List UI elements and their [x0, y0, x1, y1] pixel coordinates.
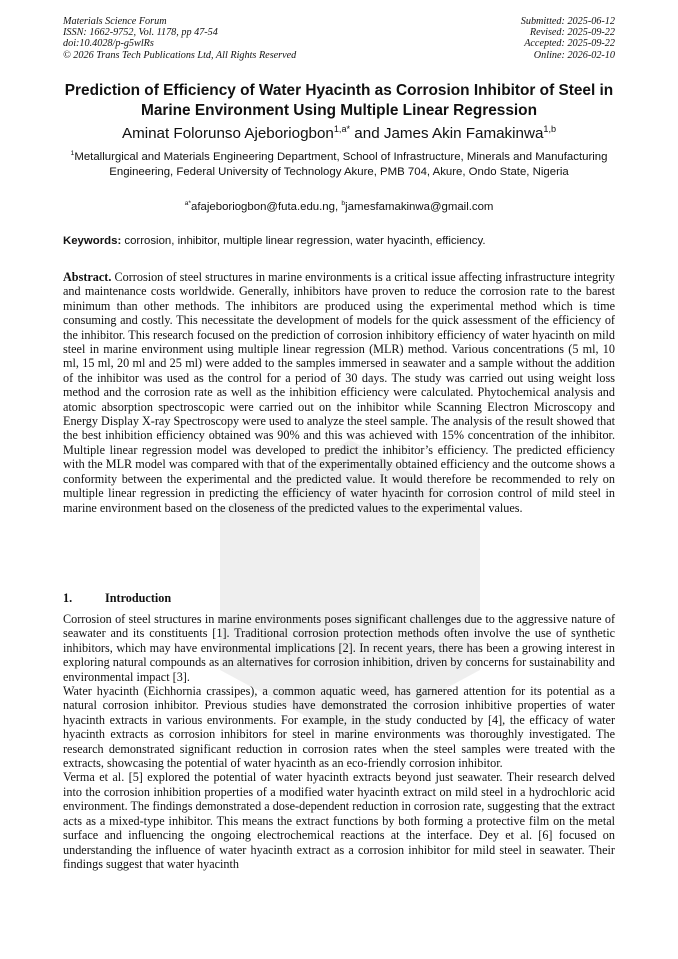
keywords [63, 234, 615, 248]
journal-issn: ISSN: 1662-9752, Vol. 1178, pp 47-54 [63, 27, 218, 39]
section-title: Introduction [105, 591, 172, 605]
author-name: James Akin Famakinwa [383, 125, 544, 142]
email-superscript: b [341, 200, 346, 208]
abstract [63, 270, 615, 515]
author-conjunction: and [350, 125, 384, 142]
date-revised: Revised: 2025-09-22 [529, 27, 615, 39]
email-link[interactable]: afajeboriogbon@futa.edu.ng [191, 201, 335, 213]
article-dates [521, 16, 615, 61]
email-superscript: a* [184, 200, 192, 208]
abstract-text: Corrosion of steel structures in marine environments is a critical issue affecting infrastructure integrity and maintenance costs worldwide. Generally, inhibitors have proven to reduce the corrosion rate to the barest minimum than other methods. The inhibitors are produced using the experimental method which is time consuming and costly. This necessitate the development of models for the quick assessment of the efficiency of the inhibitor. This research focused on the prediction of corrosion inhibitory efficiency of water hyacinth on mild steel in marine environment using multiple linear regression (MLR) method. Various concentrations (5 ml, 10 ml, 15 ml, 20 ml and 25 ml) were added to the samples immersed in seawater and a sample without the addition of the inhibitor was used as the control for a period of 30 days. The study was carried out using weight loss method and the corrosion rate as well as the inhibition efficiency were calculated. Phytochemical analysis and atomic absorption spectroscopic were carried out on the inhibitor while Scanning Electron Microscopy and Energy Display X-ray Spectroscopy were used to analyze the steel sample. The analysis of the result showed that the best inhibition efficiency obtained was 90% and this was achieved with 15% concentration of the inhibitor. Multiple linear regression model was developed to predict the inhibitor’s efficiency. The predicted efficiency with the MLR model was compared with that of the experimentally obtained efficiency and the outcome shows a conformity between the experimental and the predicted value. It would therefore be recommended to rely on multiple linear regression in predicting the efficiency of water hyacinth for corrosion control of mild steel in marine environment based on the closeness of the predicted values to the experimental values. [63, 270, 615, 515]
body-paragraph: Water hyacinth (Eichhornia crassipes), a common aquatic weed, has garnered attention for its potential as a natural corrosion inhibitor. Previous studies have demonstrated the corrosion inhibitive properties of water hyacinth extracts in various environments. For example, in the study conducted by [4], the efficacy of water hyacinth extracts as corrosion inhibitors for steel in marine environments was thoroughly investigated. The research demonstrated significant reduction in corrosion rates when the steel samples were treated with the extracts, showcasing the potential of water hyacinth as an eco-friendly corrosion inhibitor. [63, 684, 615, 771]
author-superscript: 1,b [543, 123, 557, 134]
copyright: © 2026 Trans Tech Publications Ltd, All Rights Reserved [63, 49, 297, 61]
journal-info [63, 16, 296, 61]
author-emails [63, 200, 615, 214]
body-paragraph: Corrosion of steel structures in marine environments poses significant challenges due to the aggressive nature of seawater and its constituents [1]. Traditional corrosion protection methods often involve the use of synthetic inhibitors, which may have environmental implications [2]. In recent years, there has been a growing interest in exploring natural compounds as an alternatives for corrosion inhibition, driven by concerns for sustainability and environmental impact [3]. [63, 612, 615, 684]
affiliation-superscript: 1 [70, 150, 75, 158]
author-superscript: 1,a* [333, 123, 351, 134]
author-list [63, 124, 615, 143]
date-accepted: Accepted: 2025-09-22 [524, 38, 615, 50]
email-link[interactable]: jamesfamakinwa@gmail.com [345, 201, 494, 213]
article-doi: doi:10.4028/p-g5wlRs [63, 38, 154, 50]
date-submitted: Submitted: 2025-06-12 [520, 16, 615, 27]
keywords-text: corrosion, inhibitor, multiple linear regression, water hyacinth, efficiency. [121, 235, 486, 247]
introduction-body [63, 612, 615, 871]
paper-title: Prediction of Efficiency of Water Hyacinth as Corrosion Inhibitor of Steel in Marine Environment Using Multiple Linear Regression [64, 82, 614, 119]
affiliation-text: Metallurgical and Materials Engineering Department, School of Infrastructure, Minerals and Manufacturing Engineering, Federal University of Technology Akure, PMB 704, Akure, Ondo State, Nigeria [74, 151, 608, 178]
author-name: Aminat Folorunso Ajeboriogbon [121, 125, 334, 142]
email-separator: , [334, 201, 342, 213]
keywords-label: Keywords: [63, 235, 122, 247]
section-number: 1. [63, 591, 73, 605]
affiliation [63, 150, 615, 180]
date-online: Online: 2026-02-10 [533, 49, 615, 61]
body-paragraph: Verma et al. [5] explored the potential of water hyacinth extracts beyond just seawater. Their research delved into the corrosion inhibition properties of a modified water hyacinth extract on mild steel in a hydrochloric acid environment. The findings demonstrated a dose-dependent reduction in corrosion rate, suggesting that the extract acts as a mixed-type inhibitor. This means the extract functions by both forming a protective film on the metal surface and influencing the ongoing electrochemical reactions at the interface. Dey et al. [6] focused on understanding the influence of water hyacinth extract as a corrosion inhibitor for mild steel in seawater. Their findings suggest that water hyacinth [63, 770, 615, 871]
journal-name: Materials Science Forum [63, 16, 167, 27]
section-heading [63, 591, 171, 605]
abstract-label: Abstract. [63, 270, 112, 284]
